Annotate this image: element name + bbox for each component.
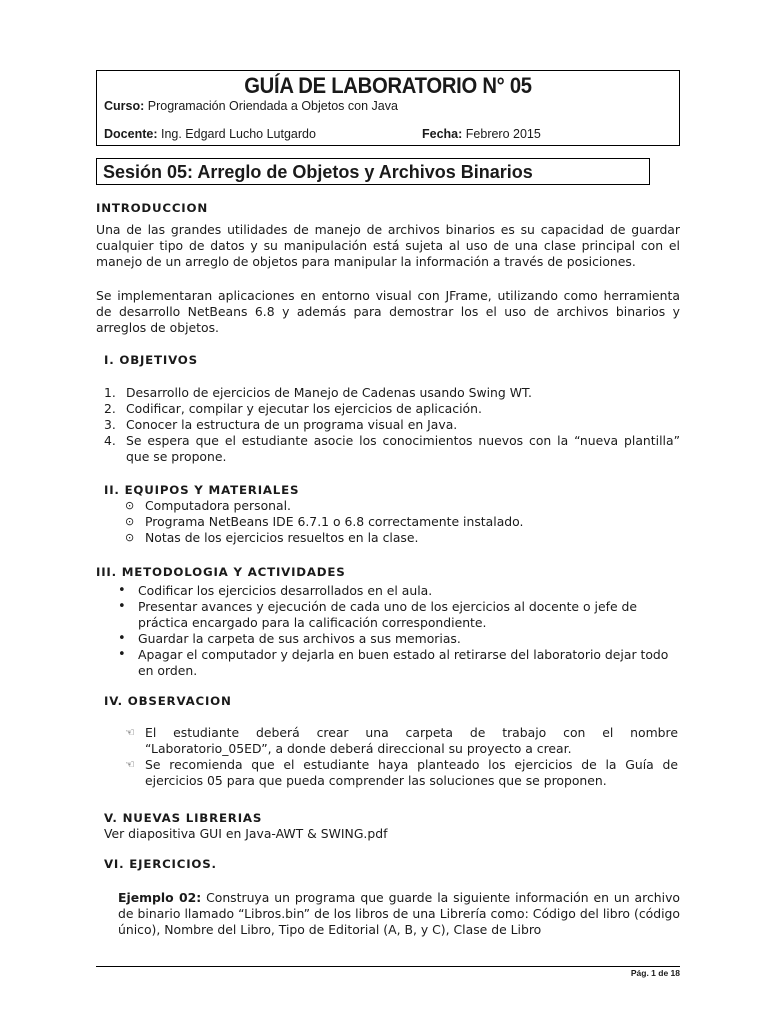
curso-line — [104, 99, 398, 113]
list-item — [104, 417, 680, 433]
item-number: 1. — [104, 385, 116, 400]
item-text: Guardar la carpeta de sus archivos a sus memorias. — [138, 631, 461, 646]
list-item — [118, 583, 678, 599]
hand-pointer-icon: ☜ — [125, 726, 135, 739]
list-item — [125, 514, 523, 530]
ejercicios-heading: VI. EJERCICIOS. — [104, 857, 217, 871]
intro-paragraph-1: Una de las grandes utilidades de manejo de archivos binarios es su capacidad de guardar cualquier tipo de datos y su manipulación está sujeta al uso de una clase principal con el manejo de un arreglo de objetos para manipular la información a través de posiciones. — [96, 222, 680, 269]
librerias-text: Ver diapositiva GUI en Java-AWT & SWING.pdf — [104, 826, 388, 841]
metodologia-heading: III. METODOLOGIA Y ACTIVIDADES — [96, 565, 346, 579]
observacion-heading: IV. OBSERVACION — [104, 694, 232, 708]
curso-value: Programación Oriendada a Objetos con Java — [147, 99, 398, 113]
list-item — [125, 725, 678, 757]
intro-paragraph-2: Se implementaran aplicaciones en entorno visual con JFrame, utilizando como herramienta de desarrollo NetBeans 6.8 y además para demostrar los el uso de archivos binarios y arreglos de objetos. — [96, 288, 680, 335]
bullet-icon: • — [118, 599, 126, 614]
clock-icon: ⊙ — [125, 515, 135, 528]
bullet-icon: • — [118, 647, 126, 662]
list-item — [125, 498, 523, 514]
observacion-list — [125, 725, 678, 789]
clock-icon: ⊙ — [125, 531, 135, 544]
item-text: Notas de los ejercicios resueltos en la clase. — [145, 530, 419, 545]
item-text: Se recomienda que el estudiante haya planteado los ejercicios de la Guía de ejercicios 05 para que pueda comprender las soluciones que se proponen. — [145, 757, 678, 788]
list-item — [125, 757, 678, 789]
bullet-icon: • — [118, 583, 126, 598]
list-item — [104, 433, 680, 465]
list-item — [118, 647, 678, 679]
objetivos-heading: I. OBJETIVOS — [104, 353, 198, 367]
example-label: Ejemplo 02: — [118, 890, 202, 905]
item-text: Apagar el computador y dejarla en buen estado al retirarse del laboratorio dejar todo en orden. — [138, 647, 669, 678]
fecha-label: Fecha: — [422, 127, 463, 141]
item-number: 2. — [104, 401, 116, 416]
header-box — [96, 70, 680, 146]
item-number: 3. — [104, 417, 116, 432]
item-text: Se espera que el estudiante asocie los conocimientos nuevos con la “nueva plantilla” que se propone. — [126, 433, 680, 464]
list-item — [118, 631, 678, 647]
clock-icon: ⊙ — [125, 499, 135, 512]
item-number: 4. — [104, 433, 116, 448]
docente-line — [104, 127, 316, 141]
equipos-heading: II. EQUIPOS Y MATERIALES — [104, 483, 300, 497]
metodologia-list — [118, 583, 678, 679]
intro-heading: INTRODUCCION — [96, 201, 208, 215]
item-text: Presentar avances y ejecución de cada uno de los ejercicios al docente o jefe de práctica encargado para la calificación correspondiente. — [138, 599, 637, 630]
item-text: Programa NetBeans IDE 6.7.1 o 6.8 correctamente instalado. — [145, 514, 524, 529]
list-item — [118, 599, 678, 631]
list-item — [104, 401, 680, 417]
item-text: Codificar los ejercicios desarrollados en el aula. — [138, 583, 433, 598]
equipos-list — [125, 498, 523, 546]
item-text: Desarrollo de ejercicios de Manejo de Cadenas usando Swing WT. — [126, 385, 532, 400]
docente-label: Docente: — [104, 127, 158, 141]
item-text: Codificar, compilar y ejecutar los ejercicios de aplicación. — [126, 401, 482, 416]
footer-divider — [96, 966, 680, 967]
example-text: Construya un programa que guarde la siguiente información en un archivo de binario llamado “Libros.bin” de los libros de una Librería como: Código del libro (código único), Nombre del Libro, Tipo de Editorial (A, B, y C), Clase de Libro — [118, 890, 680, 937]
page-number: Pág. 1 de 18 — [630, 968, 680, 978]
hand-pointer-icon: ☜ — [125, 758, 135, 771]
item-text: Computadora personal. — [145, 498, 291, 513]
fecha-value: Febrero 2015 — [465, 127, 541, 141]
librerias-heading: V. NUEVAS LIBRERIAS — [104, 811, 263, 825]
fecha-line — [422, 127, 541, 141]
session-title: Sesión 05: Arreglo de Objetos y Archivos Binarios — [96, 158, 650, 185]
list-item — [125, 530, 523, 546]
document-title: GUÍA DE LABORATORIO N° 05 — [244, 73, 532, 98]
item-text: Conocer la estructura de un programa visual en Java. — [126, 417, 458, 432]
item-text: El estudiante deberá crear una carpeta de trabajo con el nombre “Laboratorio_05ED”, a donde deberá direccional su proyecto a crear. — [145, 725, 678, 756]
docente-value: Ing. Edgard Lucho Lutgardo — [160, 127, 316, 141]
example-paragraph — [118, 890, 680, 938]
bullet-icon: • — [118, 631, 126, 646]
list-item — [104, 385, 680, 401]
curso-label: Curso: — [104, 99, 145, 113]
objetivos-list — [104, 385, 680, 465]
